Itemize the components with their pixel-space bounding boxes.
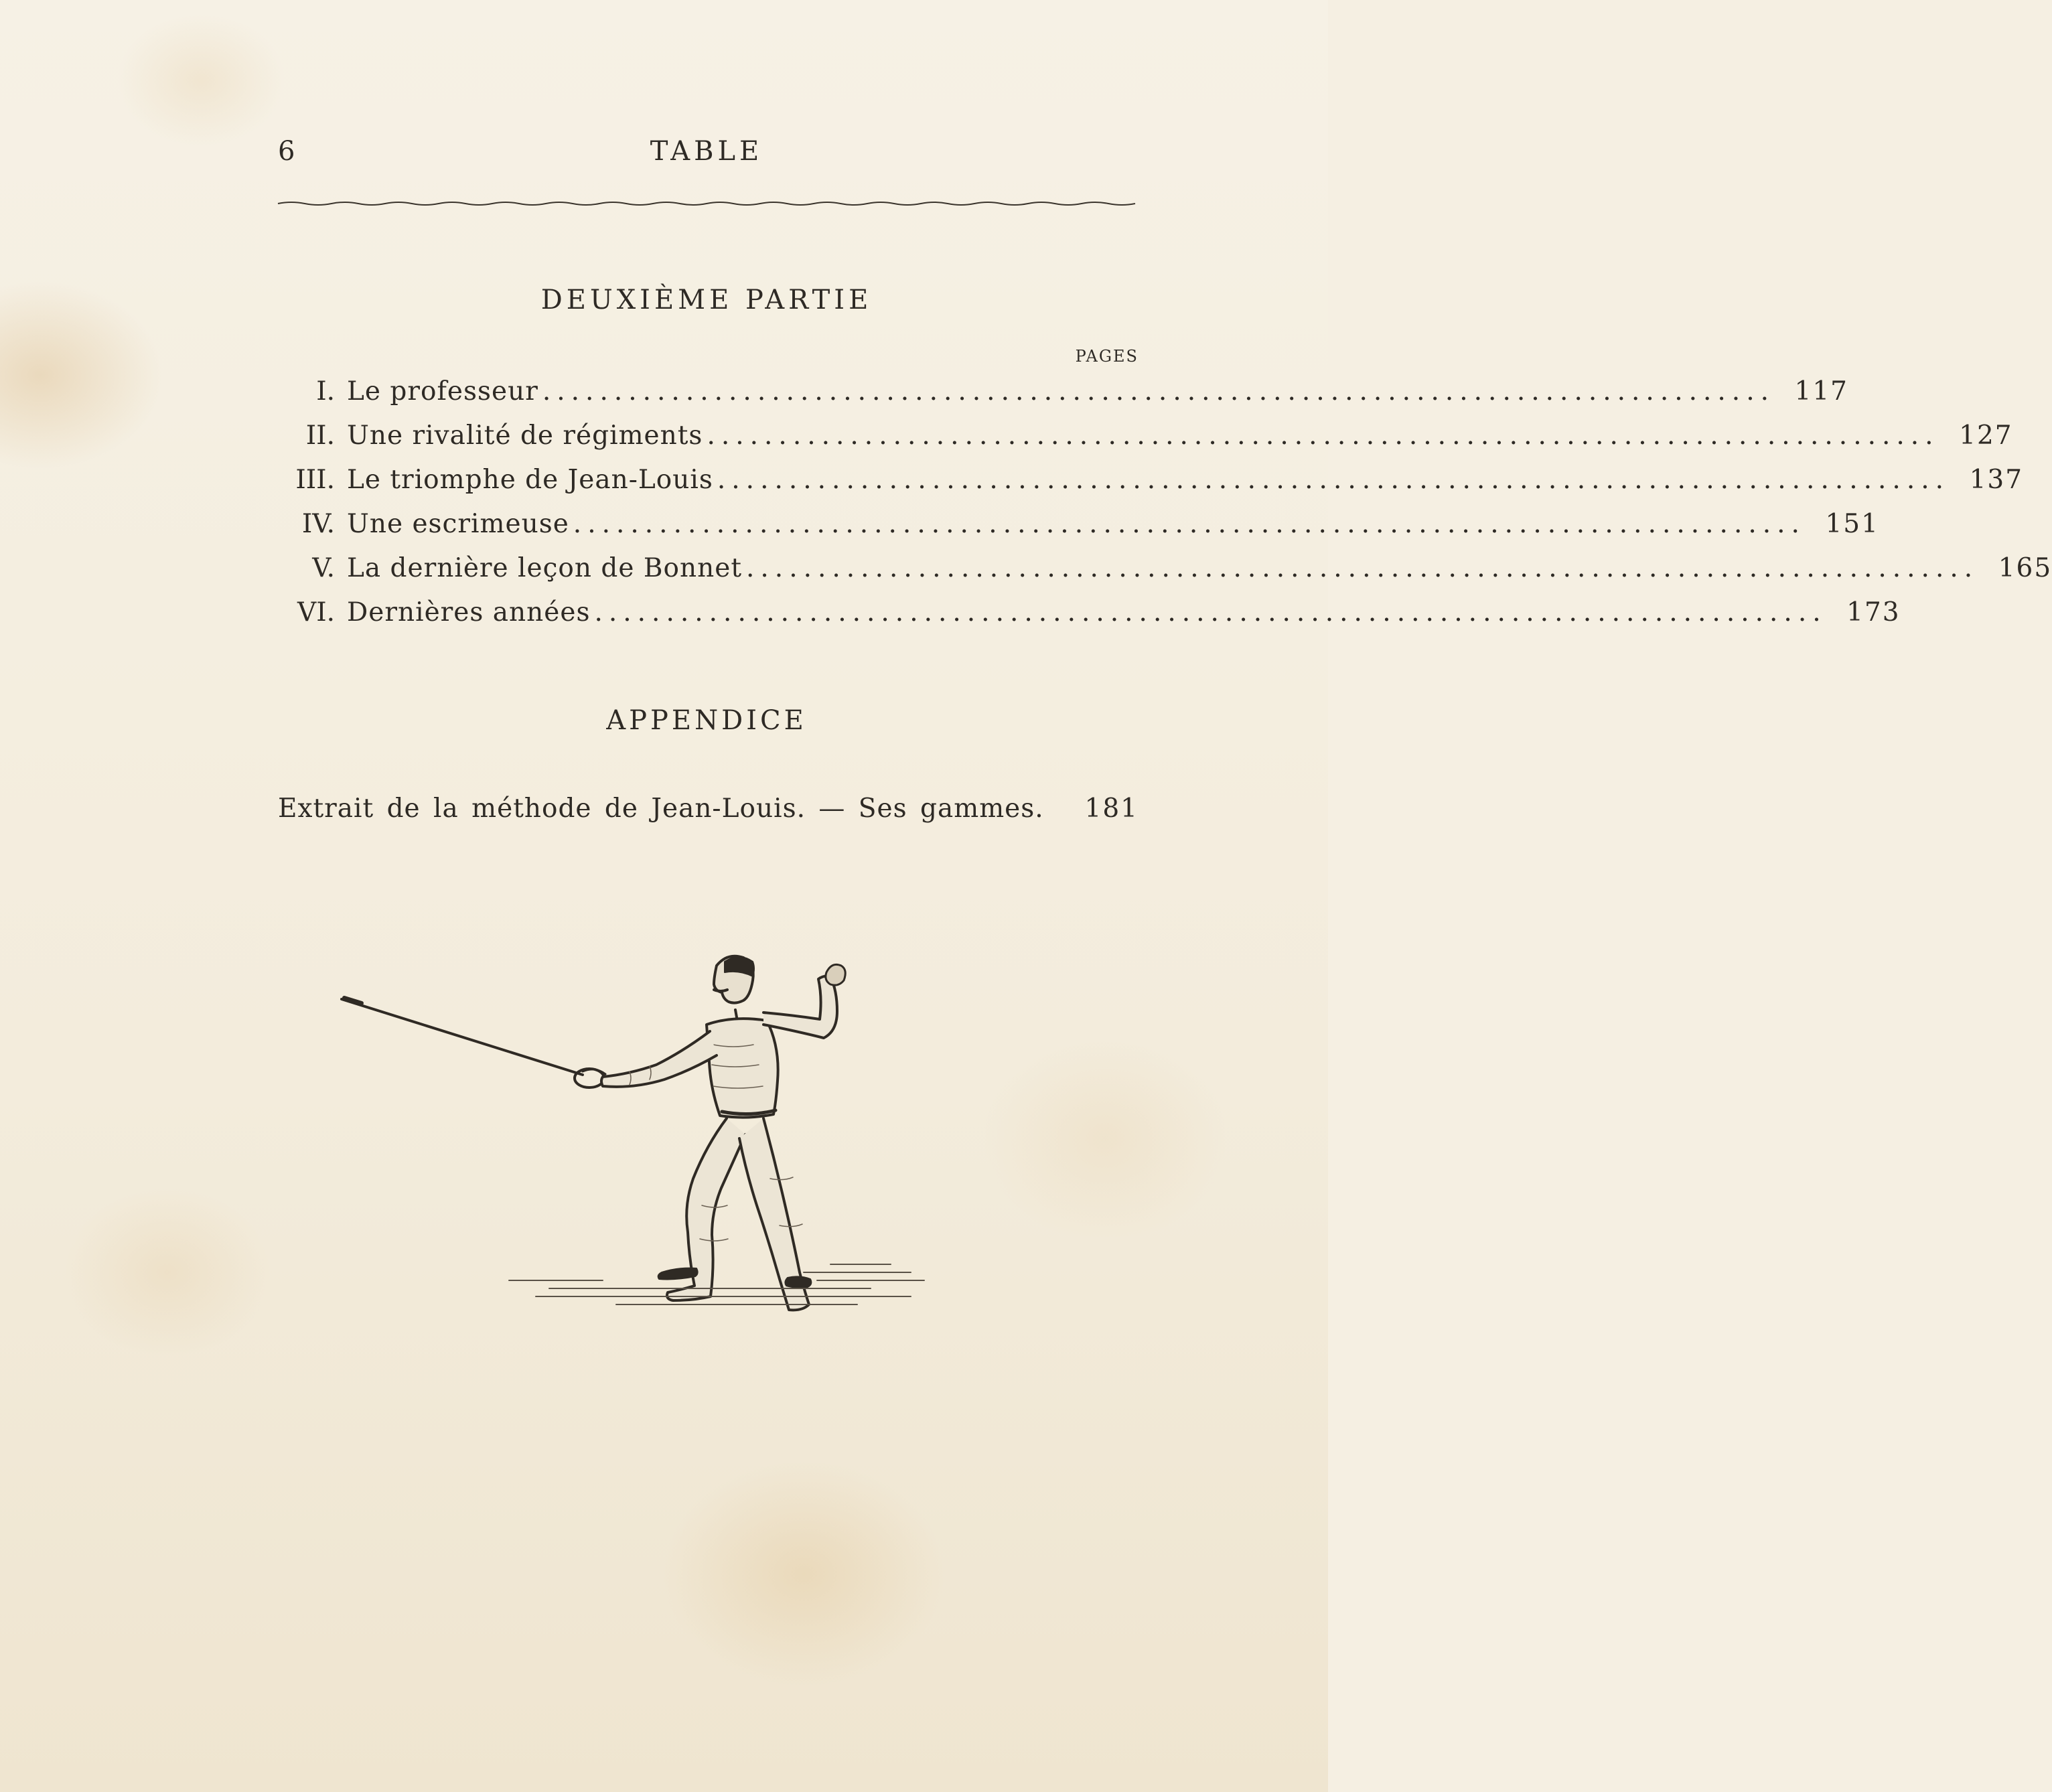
dot-leader: ...................................................................................... — [746, 553, 1979, 583]
running-title: TABLE — [650, 136, 763, 167]
appendix-title: APPENDICE — [606, 705, 807, 736]
chapter-page: 165 — [1998, 553, 2052, 583]
chapter-page: 173 — [1846, 597, 1901, 627]
dot-leader: ...................................................................................... — [717, 465, 1950, 495]
chapter-number: III. — [295, 465, 335, 495]
toc-row — [278, 463, 2024, 508]
part-title: DEUXIÈME PARTIE — [540, 285, 873, 315]
chapter-title: Le professeur — [347, 376, 538, 406]
page-header — [278, 131, 1135, 177]
chapter-title: Une rivalité de régiments — [347, 421, 703, 451]
dot-leader: ...................................................................................... — [542, 376, 1775, 406]
toc-row — [278, 552, 2052, 596]
toc-row — [278, 508, 1879, 552]
toc-row — [278, 596, 1901, 640]
folio-number: 6 — [278, 136, 296, 167]
chapter-page: 137 — [1969, 465, 2024, 495]
toc-row — [278, 375, 1848, 419]
appendix-entry-page: 181 — [1084, 794, 1139, 824]
chapter-page: 117 — [1794, 376, 1848, 406]
appendix-entry-title: Extrait de la méthode de Jean-Louis. — Ses gammes. — [278, 794, 1044, 824]
toc-row — [278, 419, 2013, 463]
pages-column-label: PAGES — [1075, 347, 1139, 366]
chapter-title: La dernière leçon de Bonnet — [347, 553, 742, 583]
fencer-engraving-icon — [335, 938, 938, 1339]
chapter-number: VI. — [297, 597, 335, 627]
dot-leader: ...................................................................................... — [594, 597, 1827, 627]
chapter-number: IV. — [301, 509, 335, 539]
chapter-title: Le triomphe de Jean-Louis — [347, 465, 713, 495]
dot-leader: ...................................................................................... — [573, 509, 1806, 539]
chapter-number: V. — [312, 553, 335, 583]
chapter-number: I. — [316, 376, 335, 406]
chapter-page: 127 — [1959, 421, 2013, 451]
chapter-page: 151 — [1825, 509, 1879, 539]
dot-leader: ...................................................................................... — [707, 421, 1939, 451]
table-of-contents — [278, 375, 2052, 640]
chapter-title: Une escrimeuse — [347, 509, 569, 539]
chapter-number: II. — [305, 421, 335, 451]
appendix-entry — [278, 794, 1139, 824]
header-rule — [278, 200, 1135, 208]
chapter-title: Dernières années — [347, 597, 591, 627]
